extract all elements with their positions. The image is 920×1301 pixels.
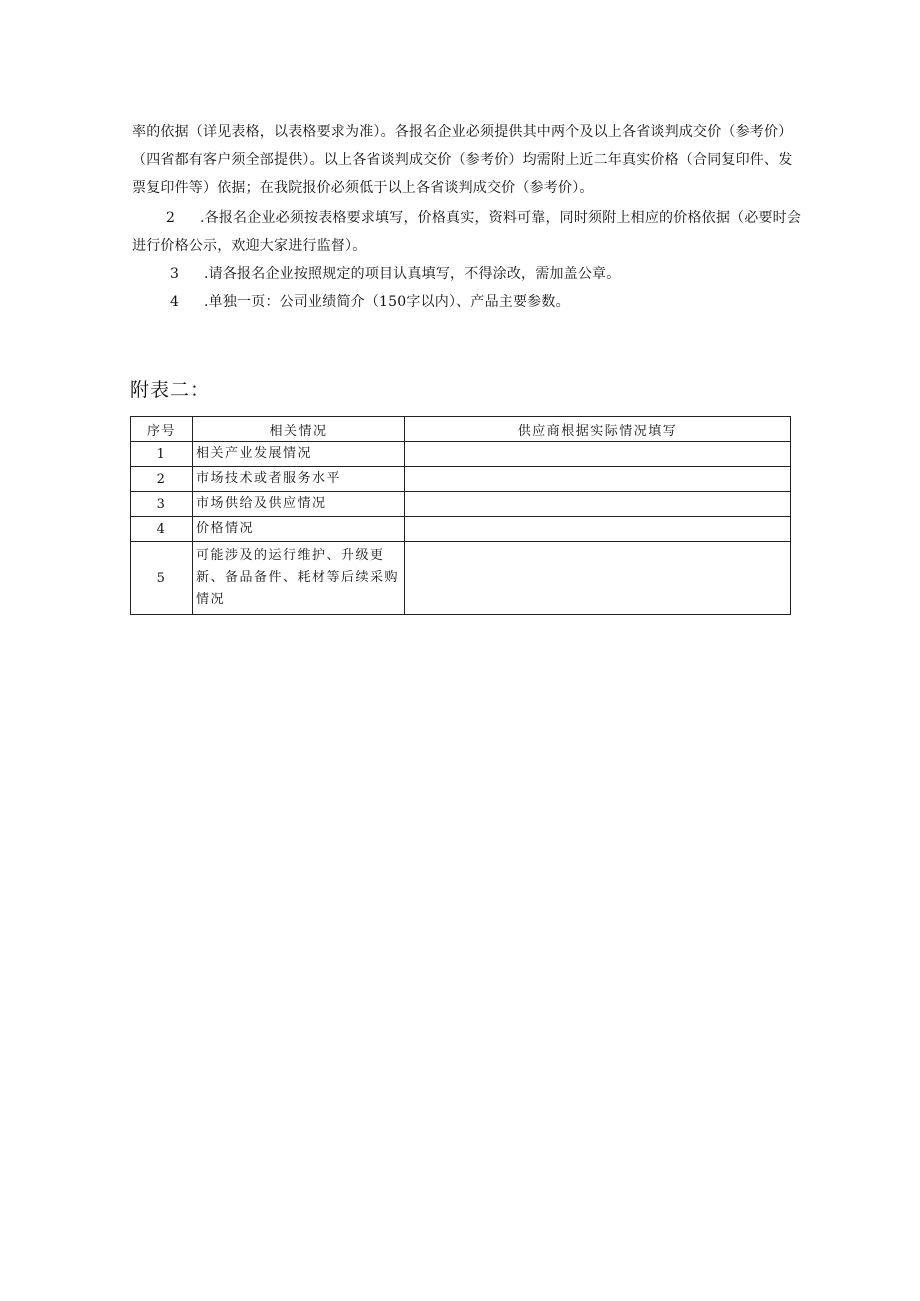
row-fill-cell[interactable] <box>405 492 791 517</box>
note-item-4 <box>170 292 570 312</box>
header-fill: 供应商根据实际情况填写 <box>405 417 791 442</box>
table-row <box>131 517 791 542</box>
note-item-2 <box>166 208 801 228</box>
note-text: .各报名企业必须按表格要求填写，价格真实，资料可靠，同时须附上相应的价格依据（必要时会 <box>200 210 802 226</box>
row-fill-cell[interactable] <box>405 467 791 492</box>
note-text: .单独一页：公司业绩简介（150字以内）、产品主要参数。 <box>204 294 570 310</box>
row-number: 5 <box>131 542 193 615</box>
note-number: 2 <box>166 210 176 226</box>
paragraph-line: （四省都有客户须全部提供）。以上各省谈判成交价（参考价）均需附上近二年真实价格（合同复印件、发 <box>132 152 793 168</box>
table-row <box>131 542 791 615</box>
annex-title: 附表二： <box>130 379 211 401</box>
note-number: 4 <box>170 294 180 310</box>
row-item: 可能涉及的运行维护、升级更新、备品备件、耗材等后续采购情况 <box>193 542 405 615</box>
row-item: 价格情况 <box>193 517 405 542</box>
table-row <box>131 492 791 517</box>
note-item-3 <box>170 264 620 284</box>
note-number: 3 <box>170 266 180 282</box>
paragraph-line: 票复印件等）依据；在我院报价必须低于以上各省谈判成交价（参考价）。 <box>132 180 594 196</box>
row-number: 3 <box>131 492 193 517</box>
header-number: 序号 <box>131 417 193 442</box>
table-row <box>131 467 791 492</box>
row-number: 2 <box>131 467 193 492</box>
row-fill-cell[interactable] <box>405 542 791 615</box>
row-fill-cell[interactable] <box>405 442 791 467</box>
row-item: 市场技术或者服务水平 <box>193 467 405 492</box>
row-item: 市场供给及供应情况 <box>193 492 405 517</box>
paragraph-line: 率的依据（详见表格，以表格要求为准）。各报名企业必须提供其中两个及以上各省谈判成交价（参考价） <box>132 124 793 140</box>
row-number: 4 <box>131 517 193 542</box>
paragraph-line: 进行价格公示，欢迎大家进行监督）。 <box>132 238 367 254</box>
annex-table <box>130 416 791 615</box>
note-text: .请各报名企业按照规定的项目认真填写，不得涂改，需加盖公章。 <box>204 266 621 282</box>
row-fill-cell[interactable] <box>405 517 791 542</box>
table-row <box>131 442 791 467</box>
row-number: 1 <box>131 442 193 467</box>
header-item: 相关情况 <box>193 417 405 442</box>
row-item: 相关产业发展情况 <box>193 442 405 467</box>
table-header-row <box>131 417 791 442</box>
